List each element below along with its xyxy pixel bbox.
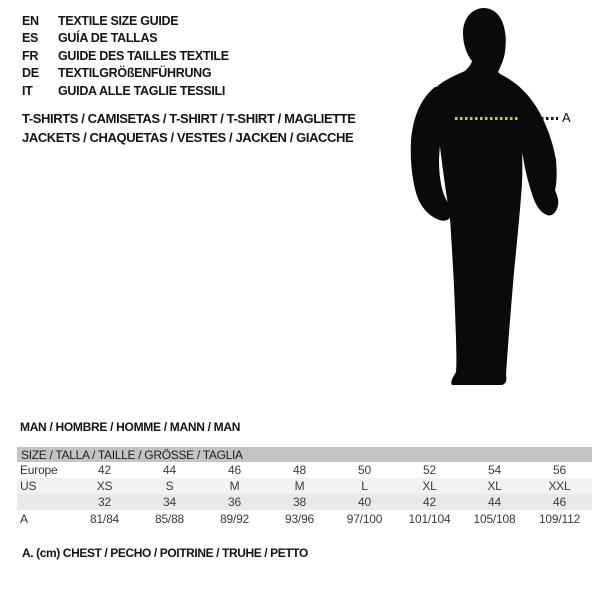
language-label: GUIDE DES TAILLES TEXTILE [58,48,229,63]
row-label: US [20,479,37,493]
size-cell: 52 [423,463,436,477]
language-code: IT [22,83,33,98]
size-table [17,447,592,527]
row-label: Europe [20,463,58,477]
language-label: TEXTILE SIZE GUIDE [58,13,179,28]
table-row-us [17,478,592,494]
size-cell: 97/100 [346,511,383,526]
size-cell: S [165,479,174,493]
size-cell: 44 [163,463,176,477]
language-label: GUIDA ALLE TAGLIE TESSILI [58,83,226,98]
size-table-header: SIZE / TALLA / TAILLE / GRÖSSE / TAGLIA [17,447,592,462]
size-cell: XL [487,479,502,493]
category-line-tshirts: T-SHIRTS / CAMISETAS / T-SHIRT / T-SHIRT / MAGLIETTE [22,111,356,126]
size-cell: 38 [293,495,306,509]
size-cell: 89/92 [219,511,250,526]
category-lines [22,109,356,147]
category-line-jackets: JACKETS / CHAQUETAS / VESTES / JACKEN / GIACCHE [22,130,354,145]
size-cell: 54 [488,463,501,477]
chest-measure-line [455,117,518,120]
language-label: GUÍA DE TALLAS [58,31,158,46]
size-cell: 85/88 [154,511,185,526]
size-cell: 46 [553,495,566,509]
language-row-es [22,30,229,48]
size-cell: 105/108 [473,511,516,526]
size-cell: 42 [423,495,436,509]
language-row-fr [22,47,229,65]
row-label: A [20,511,28,526]
size-cell: 101/104 [408,511,451,526]
size-cell: 50 [358,463,371,477]
table-row-chest-a [17,510,592,527]
language-code: DE [22,66,39,81]
size-cell: 40 [358,495,371,509]
size-cell: 109/112 [538,511,581,526]
size-cell: M [294,479,305,493]
man-silhouette-figure [405,8,585,390]
size-cell: 36 [228,495,241,509]
size-cell: 34 [163,495,176,509]
language-row-en [22,12,229,30]
table-row-us-numeric [17,494,592,510]
size-cell: 56 [553,463,566,477]
language-row-it [22,82,229,100]
size-cell: 44 [488,495,501,509]
language-label: TEXTILGRÖßENFÜHRUNG [58,66,212,81]
language-code: EN [22,13,39,28]
size-cell: XXL [548,479,571,493]
size-cell: 48 [293,463,306,477]
size-cell: XS [96,479,113,493]
language-row-de [22,65,229,83]
measure-label-a: A [562,110,571,125]
language-list [22,12,229,100]
man-silhouette [405,8,565,388]
size-cell: XL [422,479,437,493]
size-cell: 32 [98,495,111,509]
measure-leader-line [541,117,558,120]
size-cell: L [361,479,368,493]
language-code: ES [22,31,39,46]
size-cell: 93/96 [284,511,315,526]
size-cell: 42 [98,463,111,477]
size-cell: M [229,479,240,493]
gender-section-title: MAN / HOMBRE / HOMME / MANN / MAN [20,420,241,434]
language-code: FR [22,48,39,63]
table-row-europe [17,462,592,478]
size-cell: 81/84 [89,511,120,526]
measurement-footnote: A. (cm) CHEST / PECHO / POITRINE / TRUHE / PETTO [22,546,308,560]
size-cell: 46 [228,463,241,477]
